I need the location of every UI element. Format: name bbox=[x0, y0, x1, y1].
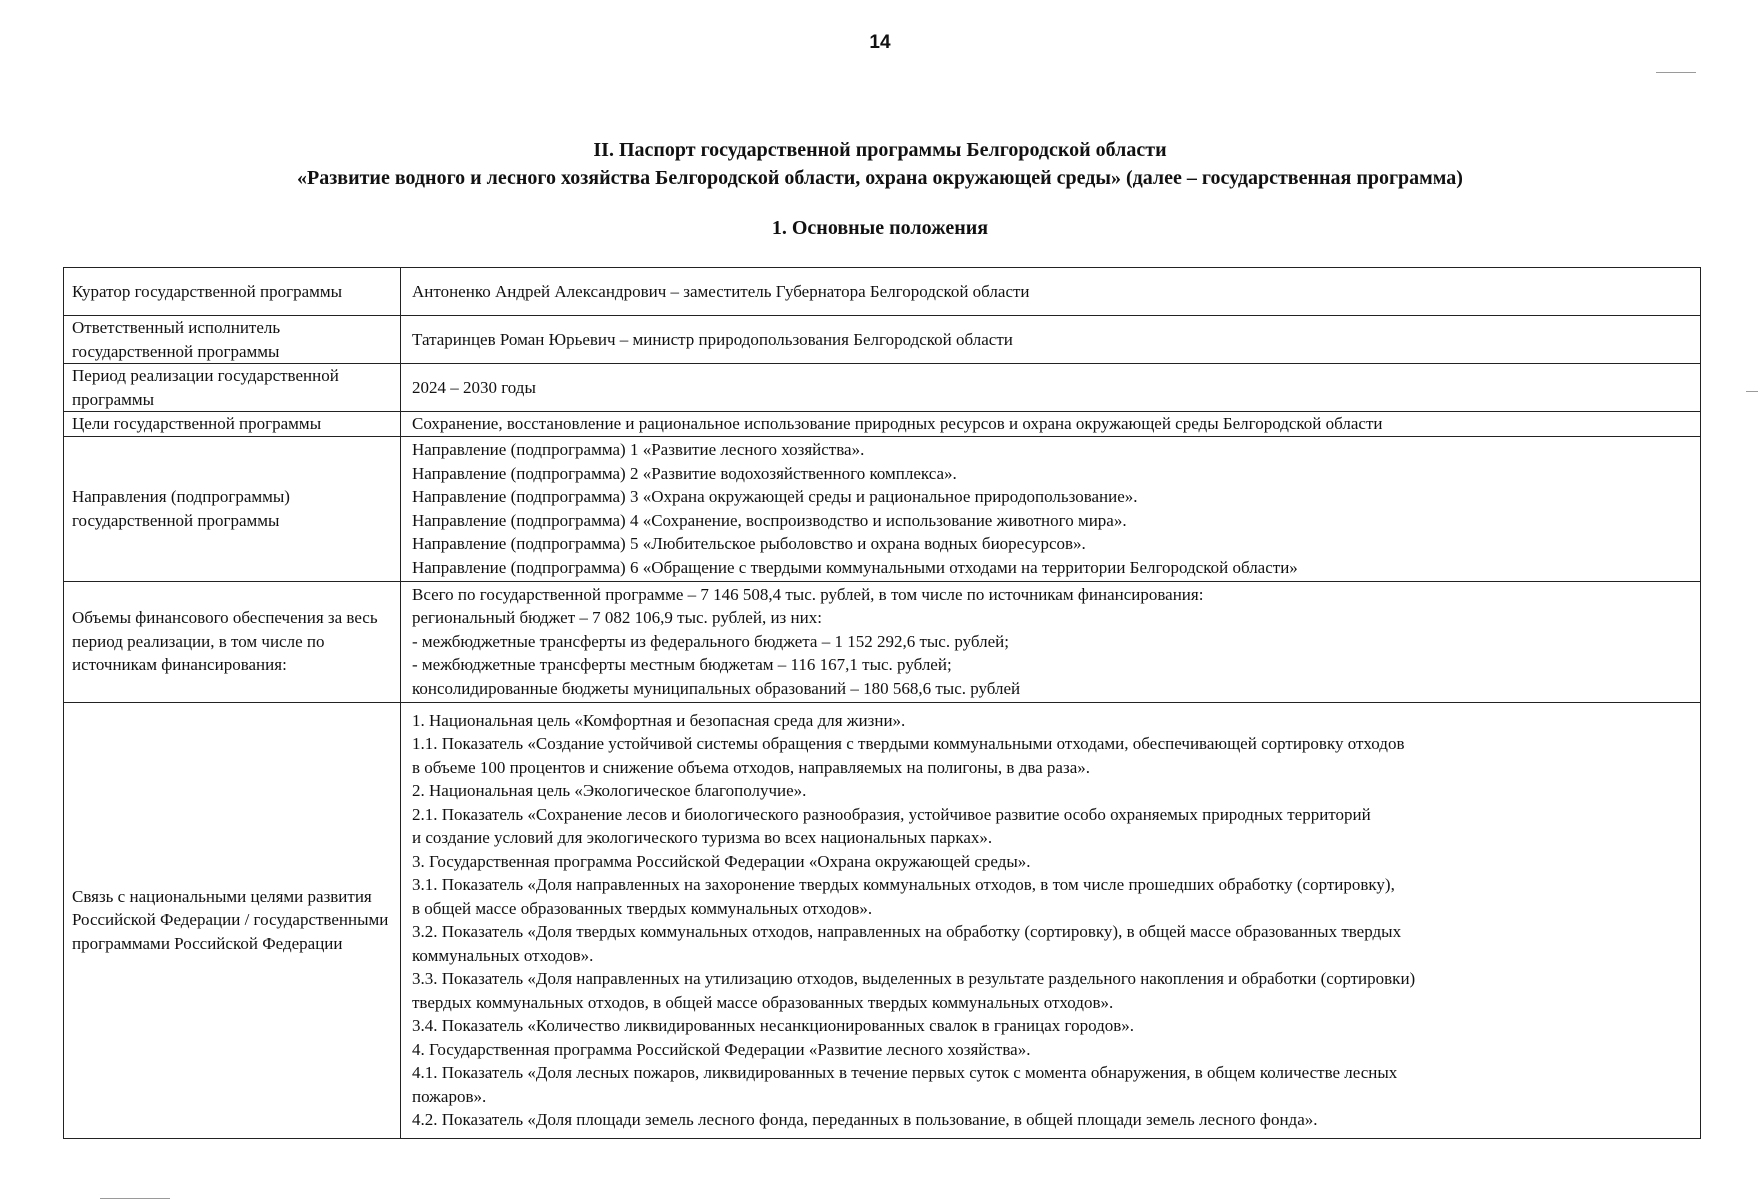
value-line: Антоненко Андрей Александрович – заместитель Губернатора Белгородской области bbox=[412, 281, 1030, 301]
scan-artifact bbox=[100, 1198, 170, 1199]
row-label: Ответственный исполнитель государственной программы bbox=[64, 316, 401, 364]
table-row bbox=[64, 412, 1701, 437]
row-label: Объемы финансового обеспечения за весь период реализации, в том числе по источникам финансирования: bbox=[64, 581, 401, 702]
value-line: 4. Государственная программа Российской Федерации «Развитие лесного хозяйства». bbox=[412, 1039, 1031, 1059]
value-line: - межбюджетные трансферты местным бюджетам – 116 167,1 тыс. рублей; bbox=[412, 655, 952, 675]
value-line: - межбюджетные трансферты из федерального бюджета – 1 152 292,6 тыс. рублей; bbox=[412, 631, 1009, 651]
title-line-2: «Развитие водного и лесного хозяйства Белгородской области, охрана окружающей среды» (далее – государственная программа) bbox=[297, 167, 1463, 189]
value-line: 3.3. Показатель «Доля направленных на утилизацию отходов, выделенных в результате раздельного накопления и обработки (сортировки) bbox=[412, 969, 1416, 988]
value-line: 2. Национальная цель «Экологическое благополучие». bbox=[412, 781, 807, 800]
value-line: 3.2. Показатель «Доля твердых коммунальных отходов, направленных на обработку (сортировку), в общей массе образованных твердых bbox=[412, 922, 1402, 941]
table-row bbox=[64, 436, 1701, 581]
table-row bbox=[64, 316, 1701, 364]
row-value bbox=[401, 581, 1701, 702]
scan-artifact bbox=[1746, 391, 1758, 392]
value-line: 3. Государственная программа Российской Федерации «Охрана окружающей среды». bbox=[412, 851, 1031, 871]
value-line: Сохранение, восстановление и рациональное использование природных ресурсов и охрана окружающей среды Белгородской области bbox=[412, 414, 1383, 433]
value-line: 1.1. Показатель «Создание устойчивой системы обращения с твердыми коммунальными отходами, обеспечивающей сортировку отходов bbox=[412, 734, 1405, 753]
row-label: Куратор государственной программы bbox=[64, 268, 401, 316]
section-heading: 1. Основные положения bbox=[771, 217, 989, 239]
value-line: коммунальных отходов». bbox=[412, 945, 594, 965]
value-line: и создание условий для экологического туризма во всех национальных парках». bbox=[412, 828, 993, 847]
value-line: консолидированные бюджеты муниципальных образований – 180 568,6 тыс. рублей bbox=[412, 678, 1021, 698]
page-number: 14 bbox=[869, 32, 891, 53]
row-value bbox=[401, 702, 1701, 1138]
passport-table bbox=[63, 267, 1701, 1139]
row-value bbox=[401, 412, 1701, 437]
value-line: Направление (подпрограмма) 2 «Развитие водохозяйственного комплекса». bbox=[412, 463, 957, 483]
value-line: Татаринцев Роман Юрьевич – министр природопользования Белгородской области bbox=[412, 329, 1013, 349]
value-line: Направление (подпрограмма) 4 «Сохранение, воспроизводство и использование животного мира». bbox=[412, 510, 1127, 530]
value-line: 3.1. Показатель «Доля направленных на захоронение твердых коммунальных отходов, в том числе прошедших обработку (сортировку), bbox=[412, 875, 1395, 894]
row-label: Цели государственной программы bbox=[64, 412, 401, 437]
value-line: Направление (подпрограмма) 3 «Охрана окружающей среды и рациональное природопользование». bbox=[412, 487, 1138, 506]
row-label: Связь с национальными целями развития Российской Федерации / государственными программами Российской Федерации bbox=[64, 702, 401, 1138]
value-line: Направление (подпрограмма) 6 «Обращение с твердыми коммунальными отходами на территории Белгородской области» bbox=[412, 557, 1298, 577]
value-line: твердых коммунальных отходов, в общей массе образованных твердых коммунальных отходов». bbox=[412, 992, 1114, 1012]
scan-artifact bbox=[1656, 72, 1696, 73]
row-value bbox=[401, 364, 1701, 412]
value-line: пожаров». bbox=[412, 1086, 487, 1106]
row-value bbox=[401, 316, 1701, 364]
row-value bbox=[401, 436, 1701, 581]
table-row bbox=[64, 702, 1701, 1138]
value-line: 4.2. Показатель «Доля площади земель лесного фонда, переданных в пользование, в общей площади земель лесного фонда». bbox=[412, 1110, 1318, 1129]
row-label: Период реализации государственной программы bbox=[64, 364, 401, 412]
table-row bbox=[64, 364, 1701, 412]
value-line: 4.1. Показатель «Доля лесных пожаров, ликвидированных в течение первых суток с момента обнаружения, в общем количестве лесных bbox=[412, 1063, 1398, 1082]
value-line: 1. Национальная цель «Комфортная и безопасная среда для жизни». bbox=[412, 710, 906, 730]
value-line: Направление (подпрограмма) 5 «Любительское рыболовство и охрана водных биоресурсов». bbox=[412, 534, 1086, 553]
value-line: Всего по государственной программе – 7 146 508,4 тыс. рублей, в том числе по источникам финансирования: bbox=[412, 584, 1204, 604]
row-label: Направления (подпрограммы) государственной программы bbox=[64, 436, 401, 581]
value-line: 2024 – 2030 годы bbox=[412, 377, 536, 397]
value-line: Направление (подпрограмма) 1 «Развитие лесного хозяйства». bbox=[412, 440, 865, 459]
value-line: 3.4. Показатель «Количество ликвидированных несанкционированных свалок в границах городов». bbox=[412, 1016, 1135, 1035]
table-row bbox=[64, 581, 1701, 702]
title-line-1: II. Паспорт государственной программы Белгородской области bbox=[593, 139, 1167, 161]
value-line: в объеме 100 процентов и снижение объема отходов, направляемых на полигоны, в два раза». bbox=[412, 757, 1090, 777]
table-row bbox=[64, 268, 1701, 316]
document-title bbox=[60, 136, 1700, 192]
value-line: региональный бюджет – 7 082 106,9 тыс. рублей, из них: bbox=[412, 608, 822, 628]
value-line: 2.1. Показатель «Сохранение лесов и биологического разнообразия, устойчивое развитие особо охраняемых природных территорий bbox=[412, 804, 1371, 824]
row-value bbox=[401, 268, 1701, 316]
value-line: в общей массе образованных твердых коммунальных отходов». bbox=[412, 898, 873, 918]
